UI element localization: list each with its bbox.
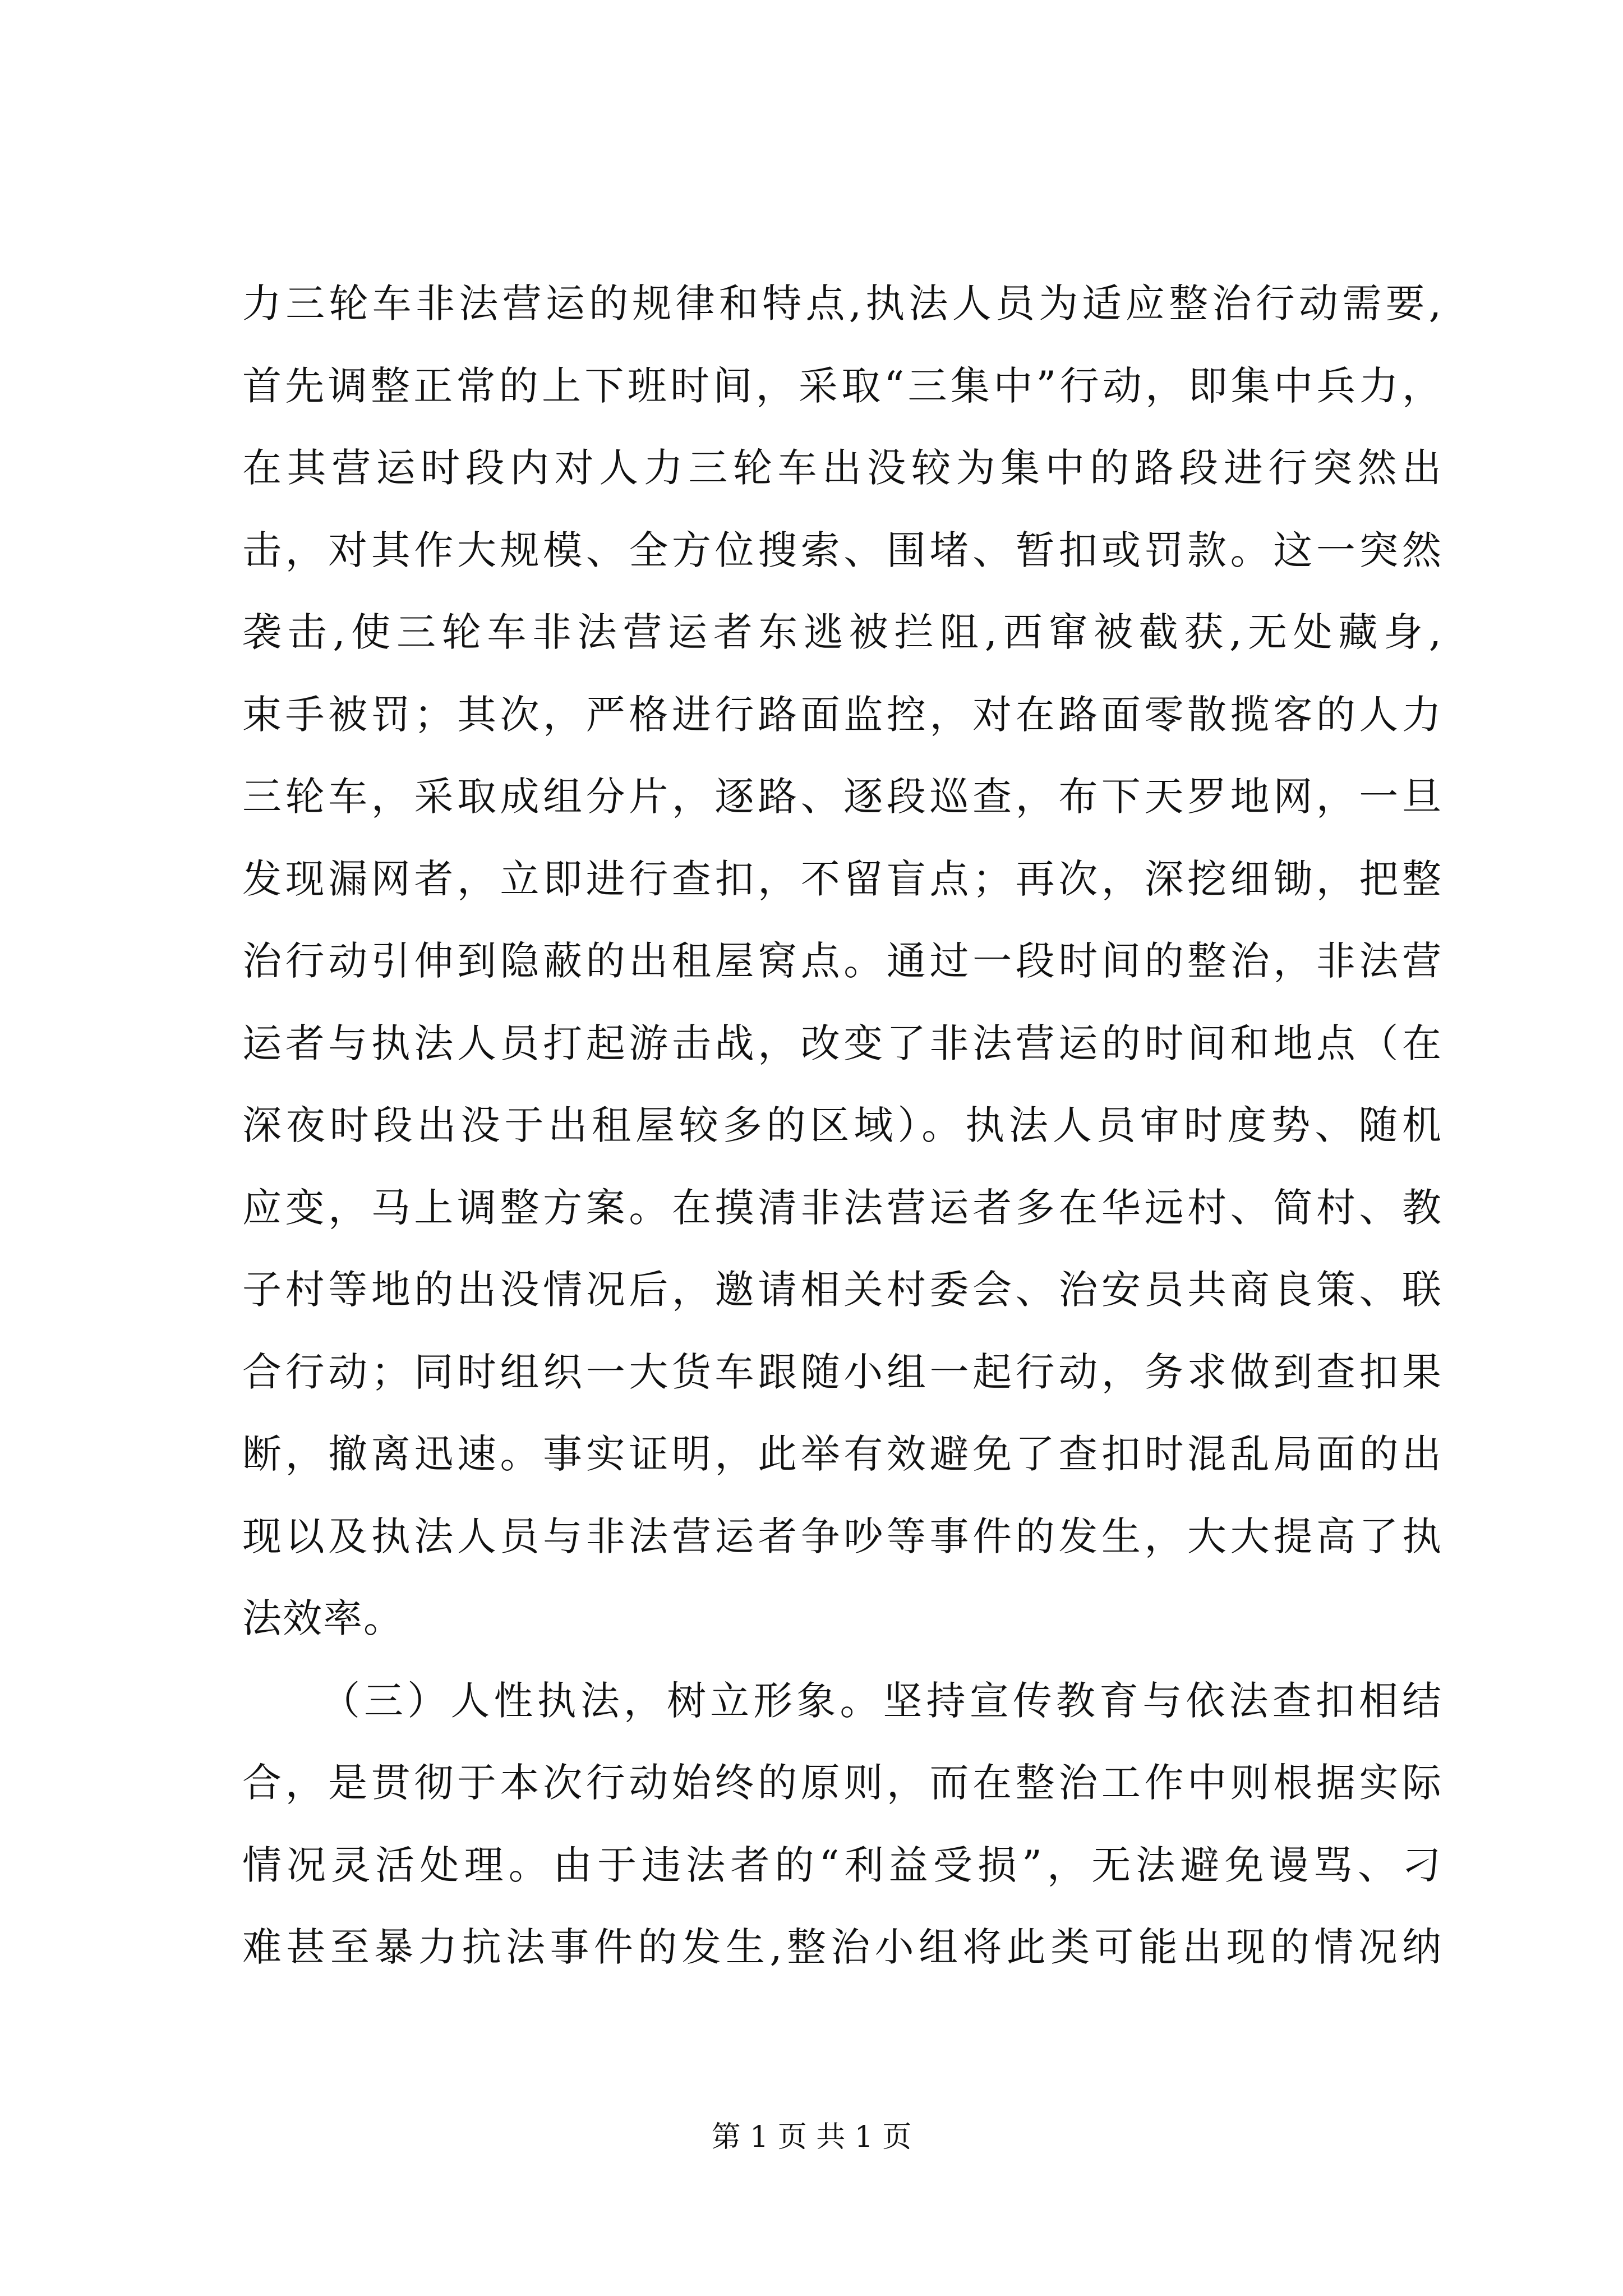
text-line: 深夜时段出没于出租屋较多的区域）。执法人员审时度势、随机 (242, 1102, 1442, 1148)
text-line: 运者与执法人员打起游击战，改变了非法营运的时间和地点（在 (242, 1020, 1442, 1066)
text-line: 束手被罚；其次，严格进行路面监控，对在路面零散揽客的人力 (242, 691, 1442, 738)
page-number-footer: 第 1 页 共 1 页 (711, 2120, 912, 2154)
text-line: 击，对其作大规模、全方位搜索、围堵、暂扣或罚款。这一突然 (242, 527, 1442, 573)
text-line: 断，撤离迅速。事实证明，此举有效避免了查扣时混乱局面的出 (242, 1431, 1442, 1477)
text-line: 发现漏网者，立即进行查扣，不留盲点；再次，深挖细锄，把整 (242, 855, 1442, 902)
text-line: 情况灵活处理。由于违法者的“利益受损”，无法避免谩骂、刁 (242, 1842, 1442, 1888)
section-heading-line: （三）人性执法，树立形象。坚持宣传教育与依法查扣相结 (321, 1677, 1442, 1724)
document-body (242, 263, 1442, 1989)
text-line: 子村等地的出没情况后，邀请相关村委会、治安员共商良策、联 (242, 1267, 1442, 1313)
text-line: 力三轮车非法营运的规律和特点,执法人员为适应整治行动需要, (242, 280, 1442, 326)
text-line: 治行动引伸到隐蔽的出租屋窝点。通过一段时间的整治，非法营 (242, 938, 1442, 984)
text-line: 在其营运时段内对人力三轮车出没较为集中的路段进行突然出 (242, 445, 1442, 491)
text-line: 法效率。 (242, 1595, 404, 1641)
text-line: 合，是贯彻于本次行动始终的原则，而在整治工作中则根据实际 (242, 1760, 1442, 1806)
text-line: 现以及执法人员与非法营运者争吵等事件的发生，大大提高了执 (242, 1513, 1442, 1559)
text-line: 应变，马上调整方案。在摸清非法营运者多在华远村、简村、教 (242, 1184, 1442, 1231)
text-line: 袭击,使三轮车非法营运者东逃被拦阻,西窜被截获,无处藏身, (242, 609, 1442, 655)
text-line: 首先调整正常的上下班时间，采取“三集中”行动，即集中兵力， (242, 362, 1442, 409)
text-line: 合行动；同时组织一大货车跟随小组一起行动，务求做到查扣果 (242, 1349, 1442, 1395)
text-line: 三轮车，采取成组分片，逐路、逐段巡查，布下天罗地网，一旦 (242, 774, 1442, 820)
text-line: 难甚至暴力抗法事件的发生,整治小组将此类可能出现的情况纳 (242, 1924, 1442, 1970)
